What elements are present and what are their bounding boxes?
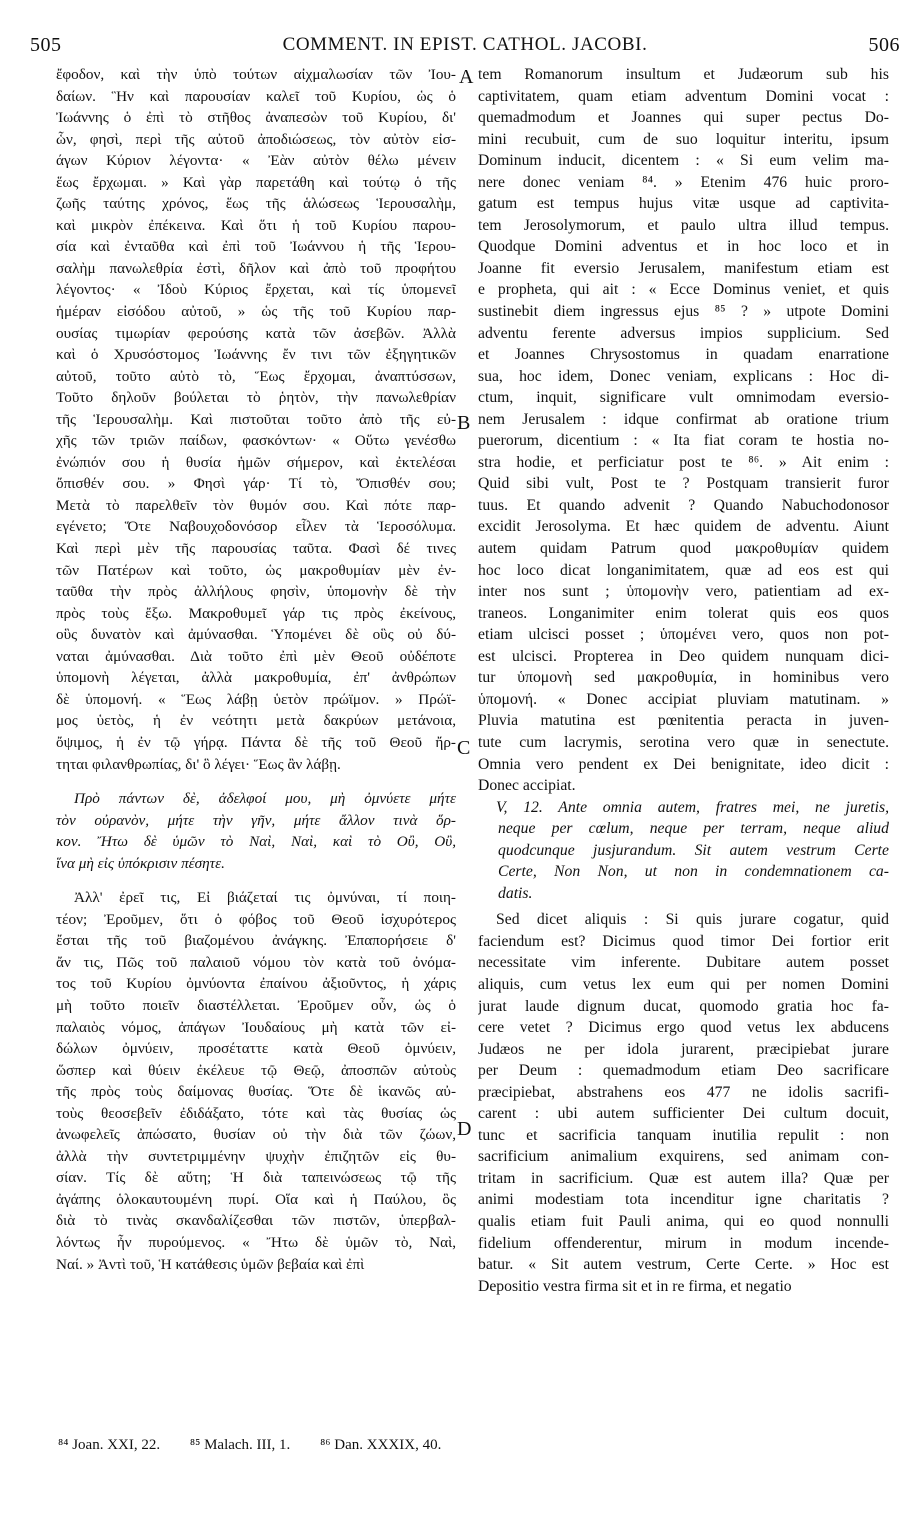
greek-text-line: ὥσπερ καὶ θύειν ἐκέλευε τῷ Θεῷ, ἀποσπῶν αὐτοὺς [56,1061,456,1079]
greek-text-line: εγένετο; Ὅτε Ναβουχοδονόσορ εἷλεν τὰ Ἱεροσόλυμα. [56,518,456,536]
latin-text-line: tur ὑπομονὴ sed μακροθυμία, in hominibus vero [478,669,889,687]
greek-text-line: λόντως ἦν πυρούμενος. « Ἤτω δὲ ὑμῶν τὸ, Ναὶ, [56,1233,456,1251]
greek-verse-line: τὸν οὐρανὸν, μήτε τὴν γῆν, μήτε ἄλλον τινὰ ὅρ- [56,811,456,829]
latin-text-line: Depositio vestra firma sit et in re firma, et negatio [478,1277,792,1295]
footnote-85: ⁸⁵ Malach. III, 1. [189,1437,291,1453]
greek-text-line: σίαν. Τίς δὲ αὕτη; Ἡ διὰ ταπεινώσεως τῷ τῆς [56,1169,456,1187]
latin-text-line: nem Jerusalem : idque confirmat ab oratione trium [478,410,889,428]
greek-text-line: λέγοντος· « Ἰδοὺ Κύριος ἔρχεται, καὶ τίς ὑπομενεῖ [56,281,456,299]
latin-text-line: adventu ferente adversus impios supplicium. Sed [478,324,889,342]
latin-text-line: et Joannes Chrysostomus in quadam enarratione [478,346,889,364]
greek-verse-line: κον. Ἤτω δὲ ὑμῶν τὸ Ναὶ, Ναὶ, καὶ τὸ Οὒ, Οὒ, [56,833,456,851]
greek-text-line: Ναί. » Ἀντὶ τοῦ, Ἡ κατάθεσις ὑμῶν βεβαία καὶ ἐπὶ [56,1255,365,1273]
latin-text-line: fidelium offenderentur, mirum in modum incende- [478,1234,889,1252]
latin-text-line: carent : ubi autem sufficienter Dei cultum docuit, [478,1105,889,1123]
latin-text-line: tute cum lacrymis, serotina vero quæ in senectute. [478,733,889,751]
greek-text-line: τῆς Ἱερουσαλὴμ. Καὶ πιστοῦται τοῦτο ἀπὸ τῆς εὐ- [56,410,456,428]
greek-text-line: Ἀλλ' ἐρεῖ τις, Εἰ βιάζεταί τις ὀμνύναι, τί ποιη- [74,889,456,907]
latin-text-line: tritam in sacrificium. Quæ est autem illa? Quæ per [478,1169,889,1187]
greek-text-line: σία καὶ ἐνταῦθα καὶ ἐπὶ τοῦ Ἰωάννου ἡ τῆς Ἱερου- [56,238,456,256]
greek-text-line: τέον; Ἐροῦμεν, ὅτι ὁ φόβος τοῦ Θεοῦ ἰσχυρότερος [56,910,456,928]
running-title: COMMENT. IN EPIST. CATHOL. JACOBI. [282,34,648,55]
greek-text-line: ἄν τις, Πῶς τοῦ παλαιοῦ νόμου τὸν κατὰ τοῦ ὀνόμα- [56,953,456,971]
greek-text-line: αὐτοῦ, τοῦτο αὐτὸ τὸ, Ἕως ἔρχομαι, ἀναπτύσσων, [56,367,456,385]
greek-text-line: ταῦθα τὴν πρὸς ἀλλήλους φησὶν, ὑπομονὴν δὲ τὴν [56,583,456,601]
greek-text-line: τοὺς θεοσεβεῖν ἐδιδάξατο, τότε καὶ τὰς θυσίας ὡς [56,1104,456,1122]
greek-text-line: ἀλλὰ τὴν συντετριμμένην ψυχὴν ἐπιζητῶν εἰς θυ- [56,1147,456,1165]
latin-text-line: ctum, inquit, significare vult omnimodam eversio- [478,389,889,407]
latin-text-line: Dominum inducit, dicentem : « Si eum velim ma- [478,152,889,170]
latin-text-line: Joanne fit eversio Jerusalem, manifestum etiam est [478,259,889,277]
latin-text-line: etiam ulcisci posset ; ὑπομένει vero, quos non pot- [478,626,889,644]
greek-text-line: χῆς τῶν τριῶν παίδων, φασκόντων· « Οὕτω γενέσθω [56,432,456,450]
latin-text-line: excidit Jerosolyma. Et hæc quidem de adventu. Aiunt [478,518,889,536]
greek-text-line: μὴ τοῦτο ποιεῖν διαστέλλεται. Ἐροῦμεν οὖν, ὡς ὁ [56,996,456,1014]
latin-text-line: Pluvia matutina est pœnitentia peracta in juven- [478,712,889,730]
greek-text-line: τῆς πρὸς τοὺς δαίμονας θυσίας. Ὅτε δὲ ἱκανῶς αὐ- [56,1083,456,1101]
page-header [30,34,900,58]
margin-letter-a: A [459,66,474,88]
latin-text-line: batur. « Sit autem vestrum, Certe Certe. » Hoc est [478,1256,889,1274]
greek-text-line: ἀνωφελεῖς ἀπώσατο, θυσίαν οὐ τὴν διὰ τῶν ζώων, [56,1126,456,1144]
latin-text-line: Quodque Domini adventus et in hoc loco et in [478,238,889,256]
latin-text-line: tuus. Et quando advenit ? Quando Nabuchodonosor [478,496,889,514]
margin-letter-b: B [457,412,471,434]
latin-text-line: jurat laude dignum ducat, quomodo gratia hoc fa- [478,997,889,1015]
greek-text-line: ὑπομονὴ λέγεται, ἀλλὰ μακροθυμία, ἐπ' ἀνθρώπων [56,669,456,687]
greek-text-line: ἡμέραν εἰσόδου αὐτοῦ, » ὡς τῆς τοῦ Κυρίου παρ- [56,303,456,321]
greek-text-line: ναται ἀμύνασθαι. Διὰ τοῦτο ἐπὶ μὲν Θεοῦ οὐδέποτε [56,647,456,665]
latin-text-line: animi modestiam tota incenditur igne charitatis ? [478,1191,889,1209]
latin-text-line: qualis etiam fuit Pauli anima, qui eo quod nonnulli [478,1212,889,1230]
latin-text-line: mini recubuit, cum de suo loquitur interitu, ipsum [478,130,889,148]
latin-text-line: traneos. Longanimiter enim tolerat quis eos quos [478,604,889,622]
latin-text-line: necessitate vim inferente. Dubitare autem posset [478,954,889,972]
latin-text-line: gatum est tempus hujus vitæ usque ad captivita- [478,195,889,213]
greek-text-line: ἔσται τῆς τοῦ βιαζομένου ἀνάγκης. Ἐπαπορήσειε δ' [56,932,456,950]
page-number-left: 505 [30,34,62,56]
margin-letter-c: C [457,737,471,759]
latin-verse-line: V, 12. Ante omnia autem, fratres mei, ne juretis, [496,798,889,816]
greek-text-line: τος τοῦ Κυρίου ὀμνύοντα ἐπαίνου ἀξιοῦντος, ἡ χάρις [56,975,456,993]
greek-text-line: οὓς δυνατὸν καὶ ἀμύνασθαι. Ὑπομένει δὲ οὓς οὐ δύ- [56,626,456,644]
greek-text-line: ἕως ἔρχωμαι. » Καὶ γὰρ παρετάθη καὶ τούτῳ ὁ τῆς [56,173,456,191]
latin-verse-line: neque per cœlum, neque per terram, neque aliud [498,820,889,838]
latin-text-line: stra hodie, et perficiatur post te ⁸⁶. » Ait enim : [478,453,889,471]
latin-text-line: tem Jerosolymorum, et paulo ultra illud tempus. [478,216,889,234]
greek-text-line: Τοῦτο δηλοῦν βούλεται τὸ ῥητὸν, τὴν πανωλεθρίαν [56,389,456,407]
latin-text-line: hoc loco dicat longanimitatem, quæ ad eos est qui [478,561,889,579]
latin-text-line: sacrificium animalium exquirens, sed animam con- [478,1148,889,1166]
greek-text-line: ἐνώπιόν σου ἡ θυσία ἡμῶν σήμερον, καὶ ἐκτελέσαι [56,453,456,471]
latin-text-line: e propheta, qui ait : « Ecce Dominus veniet, et quis [478,281,889,299]
greek-text-line: ἀγάπης ὁλοκαυτουμένη πυρί. Οἵα καὶ ἡ Παύλου, ὃς [56,1190,456,1208]
footnotes [58,1437,658,1459]
greek-text-line: άγων Κύριον λέγοντα· « Ἐὰν αὐτὸν θέλω μένειν [56,152,456,170]
greek-text-line: τῶν Πατέρων καὶ τοῦτο, ὡς μακροθυμίαν μὲν ἐν- [56,561,456,579]
greek-text-line: Μετὰ τὸ παρελθεῖν τὸν θυμόν σου. Καὶ πότε παρ- [56,496,456,514]
latin-text-line: autem quidam Patrum quod μακροθυμίαν quidem [478,540,889,558]
latin-text-line: aliquis, cum vetus lex eum qui per nomen Domini [478,975,889,993]
greek-text-line: σαλὴμ πανωλεθρία ἐστὶ, δῆλον καὶ ἀπὸ τοῦ προφήτου [56,259,456,277]
latin-text-line: ὑπομονή. « Donec accipiat pluviam matutinam. » [478,690,889,708]
greek-verse-line: Πρὸ πάντων δὲ, ἀδελφοί μου, μὴ ὀμνύετε μήτε [74,790,456,808]
greek-text-line: ὧν, φησὶ, περὶ τῆς αὐτοῦ ἀποδιώσεως, τὸν αὐτὸν εἰσ- [56,130,456,148]
latin-text-line: inter nos sunt ; ὑπομονὴν vero, patientiam ad ex- [478,583,889,601]
greek-text-line: ἔφοδον, καὶ τὴν ὑπὸ τούτων αἰχμαλωσίαν τῶν Ἰου- [56,66,456,83]
greek-text-line: ζωῆς ταύτης χρόνος, ἕως τῆς ἁλώσεως Ἱερουσαλὴμ, [56,195,456,213]
greek-text-line: διὰ τὸ τινὰς σκανδαλίζεσθαι τῶν πιστῶν, ὑπερβαλ- [56,1212,456,1230]
latin-text-line: est ulcisci. Propterea in Deo quidem nunquam dici- [478,647,889,665]
latin-verse-line: datis. [498,884,533,902]
greek-text-line: ὄψιμος, ἡ ἐν τῷ γήρᾳ. Πάντα δὲ τῆς τοῦ Θεοῦ ἤρ- [56,733,456,751]
page-number-right: 506 [868,34,900,56]
latin-text-line: sua, hoc idem, Donec veniam, explicans : Hoc di- [478,367,889,385]
latin-text-line: tunc et sacrificia tanquam inutilia repulit : non [478,1126,889,1144]
footnote-86: ⁸⁶ Dan. XXXIX, 40. [320,1437,442,1453]
latin-text-line: sustinebit diem ingressus ejus ⁸⁵ ? » utpote Domini [478,303,889,321]
latin-verse-line: Certe, Non Non, ut non in condemnationem ca- [498,863,889,881]
greek-text-line: Καὶ περὶ μὲν τῆς παρουσίας ταῦτα. Φασὶ δέ τινες [56,540,456,558]
latin-column [478,64,889,1297]
latin-text-line: præcipiebat, abstrahens eos 477 ne idolis sacrifi- [478,1083,889,1101]
greek-text-line: Ἰωάννης ὁ ἐπὶ τὸ στῆθος ἀναπεσὼν τοῦ Κυρίου, δι' [56,109,456,127]
greek-text-line: μος ὑετὸς, ἡ ἐν νεότητι μετὰ δακρύων μετάνοια, [56,712,456,730]
latin-text-line: faciendum est? Dicimus quod timor Dei fortior erit [478,932,889,950]
latin-text-line: Quid sibi vult, Post te ? Postquam transierit furor [478,475,889,493]
latin-text-line: cere vetet ? Dicimus ergo quod vetus lex abducens [478,1019,889,1037]
greek-text-line: δὲ ὑπομονή. « Ἕως λάβῃ ὑετὸν πρώϊμον. » Πρώϊ- [56,690,456,708]
latin-text-line: Sed dicet aliquis : Si quis jurare cogatur, quid [496,911,889,929]
latin-text-line: Omnia vero pendent ex Dei benignitate, ideo dicit : [478,755,889,773]
latin-text-line: Judæos ne per idola jurarent, præcipiebat jurare [478,1040,889,1058]
margin-letter-d: D [457,1118,472,1140]
greek-text-line: καὶ μικρὸν ἐπέκεινα. Καὶ ὅτι ἡ τοῦ Κυρίου παρου- [56,216,456,234]
paragraph-gap [56,874,456,887]
latin-text-line: puerorum, dicentium : « Ita fiat coram te hostia no- [478,432,889,450]
greek-text-line: πρὸς τοὺς ἔξω. Μακροθυμεῖ γάρ τις πρὸς ἐκείνους, [56,604,456,622]
greek-text-line: παλαιὸς νόμος, ἀπάγων Ἰουδαίους μὴ κατὰ τῶν εἰ- [56,1018,456,1036]
latin-text-line: nere donec veniam ⁸⁴. » Etenim 476 huic proro- [478,173,889,191]
greek-text-line: τηται φιλανθρωπίας, δι' ὃ λέγει· Ἕως ἂν λάβῃ. [56,755,341,773]
paragraph-gap [56,775,456,788]
greek-text-line: ὄπισθέν σου. » Φησὶ γάρ· Τί τὸ, Ὄπισθέν σου; [56,475,456,493]
greek-column [56,64,456,1275]
greek-text-line: καὶ ὁ Χρυσόστομος Ἰωάννης ἔν τινι τῶν ἐξηγητικῶν [56,346,456,364]
footnote-84: ⁸⁴ Joan. XXI, 22. [58,1437,161,1453]
latin-text-line: Donec accipiat. [478,777,576,795]
latin-verse-line: quodcunque jusjurandum. Sit autem vestrum Certe [498,841,889,859]
latin-text-line: quemadmodum et Joannes qui super pectus Do- [478,109,889,127]
latin-text-line: per Deum : quemadmodum etiam Deo sacrificare [478,1062,889,1080]
greek-verse-line: ἵνα μὴ εἰς ὑπόκρισιν πέσητε. [56,854,225,872]
greek-text-line: δώλων ὀμνύειν, προσέταττε κατὰ Θεοῦ ὀμνύειν, [56,1040,456,1058]
greek-text-line: δαίων. Ἣν καὶ παρουσίαν καλεῖ τοῦ Κυρίου, ὡς ὁ [56,87,456,105]
greek-text-line: ουσίας τιμωρίαν φερούσης κατὰ τῶν ἀσεβῶν. Ἀλλὰ [56,324,456,342]
latin-text-line: captivitatem, quam etiam adventum Domini vocat : [478,87,889,105]
latin-text-line: tem Romanorum insultum et Judæorum sub his [478,66,889,83]
